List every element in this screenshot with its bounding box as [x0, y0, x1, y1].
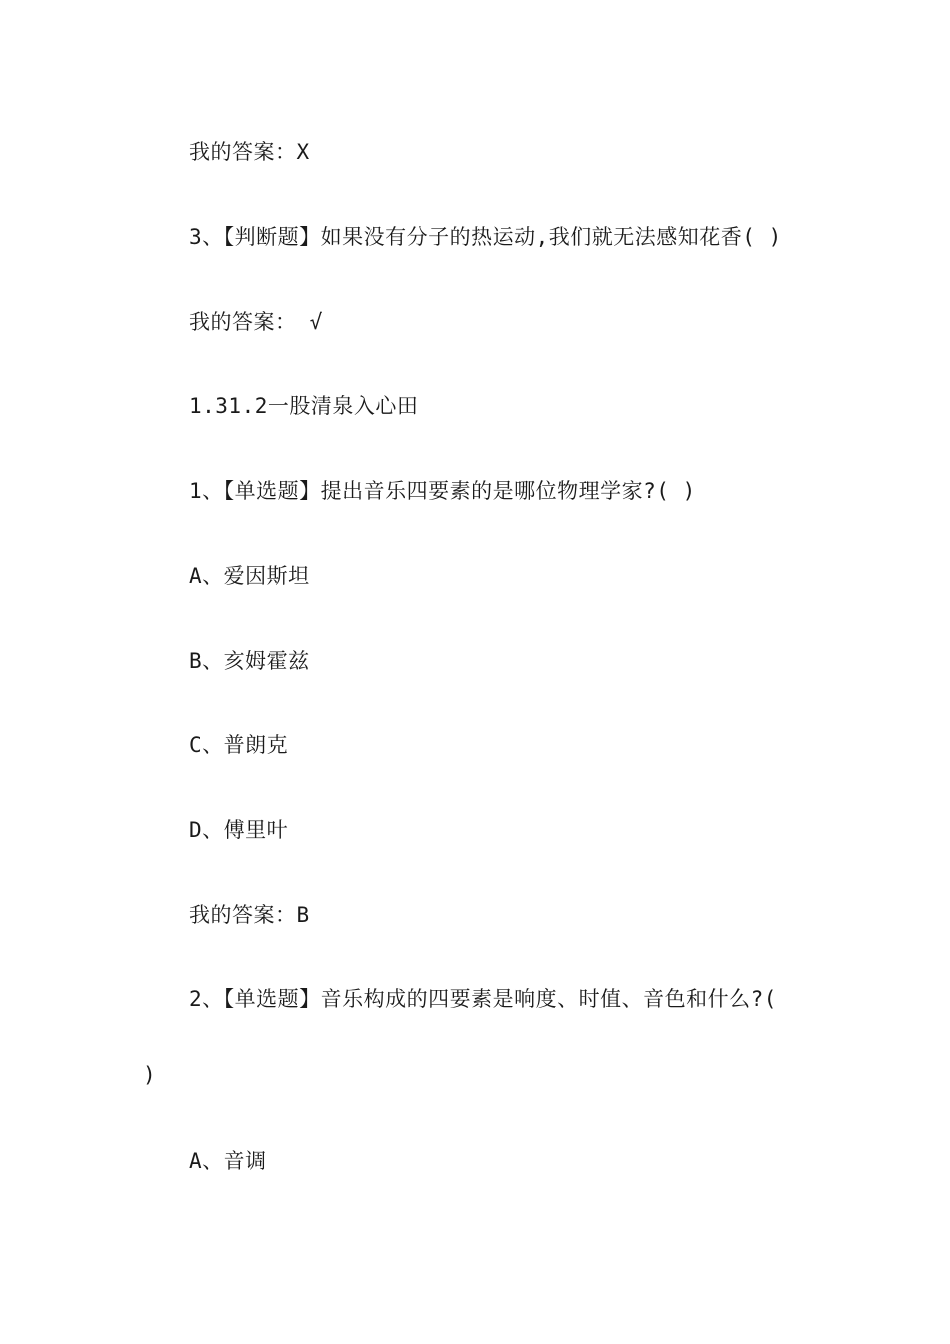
question-single-choice-1: 1、【单选题】提出音乐四要素的是哪位物理学家?( )	[189, 479, 696, 503]
question-single-choice-2: 2、【单选题】音乐构成的四要素是响度、时值、音色和什么?(	[189, 987, 777, 1011]
answer-line: 我的答案： √	[189, 310, 323, 334]
option-d: D、傅里叶	[189, 818, 289, 842]
question-continuation: )	[143, 1063, 156, 1087]
option-a: A、爱因斯坦	[189, 564, 310, 588]
answer-line: 我的答案：X	[189, 140, 310, 164]
answer-line: 我的答案：B	[189, 903, 310, 927]
section-heading: 1.31.2一股清泉入心田	[189, 394, 419, 418]
question-true-false-3: 3、【判断题】如果没有分子的热运动,我们就无法感知花香( )	[189, 225, 782, 249]
option-c: C、普朗克	[189, 733, 289, 757]
option-b: B、亥姆霍兹	[189, 649, 310, 673]
option-a: A、音调	[189, 1149, 267, 1173]
